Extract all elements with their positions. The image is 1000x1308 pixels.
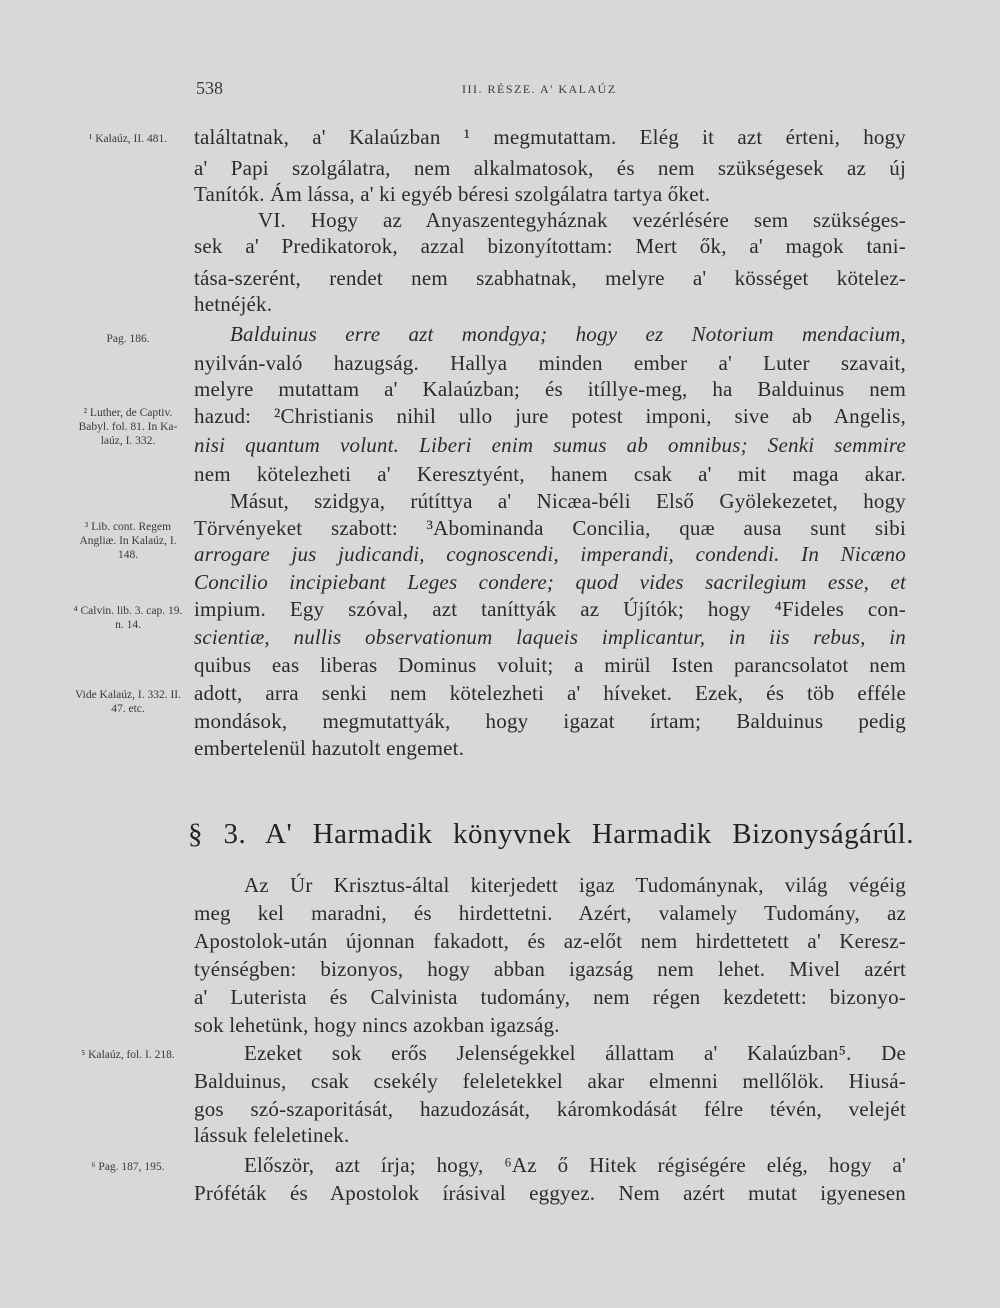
margin-note: ³ Lib. cont. Regem Angliæ. In Kalaúz, I. 148. bbox=[79, 521, 177, 561]
body-line: Először, azt írja; hogy, ⁶Az ő Hitek régiségére elég, hogy a' bbox=[244, 1153, 906, 1177]
margin-note: ² Luther, de Captiv. Babyl. fol. 81. In Ka- laúz, I. 332. bbox=[78, 407, 178, 447]
body-line: scientiæ, nullis observationum laqueis implicantur, in iis rebus, in bbox=[194, 625, 906, 649]
body-line: találtatnak, a' Kalaúzban ¹ megmutattam. Elég it azt érteni, hogy bbox=[194, 125, 906, 149]
margin-note: ⁶ Pag. 187, 195. bbox=[91, 1161, 165, 1173]
body-line: Tanítók. Ám lássa, a' ki egyéb béresi szolgálatra tartya őket. bbox=[194, 182, 711, 206]
margin-note: ⁴ Calvin. lib. 3. cap. 19. n. 14. bbox=[73, 605, 183, 631]
body-line: lássuk feleletinek. bbox=[194, 1123, 350, 1147]
section-heading: § 3. A' Harmadik könyvnek Harmadik Bizonyságárúl. bbox=[188, 818, 914, 850]
body-line: tása-szerént, rendet nem szabhatnak, melyre a' kösséget kötelez- bbox=[194, 266, 906, 290]
margin-note: Vide Kalaúz, I. 332. II. 47. etc. bbox=[75, 689, 181, 715]
body-line: mondások, megmutattyák, hogy igazat írtam; Balduinus pedig bbox=[194, 709, 906, 733]
body-line: sok lehetünk, hogy nincs azokban igazság. bbox=[194, 1013, 560, 1037]
body-line: Apostolok-után újonnan fakadott, és az-előt nem hirdettetett a' Keresz- bbox=[194, 929, 906, 953]
body-line: Próféták és Apostolok írásival eggyez. Nem azért mutat igyenesen bbox=[194, 1181, 906, 1205]
body-line: impium. Egy szóval, azt taníttyák az Újítók; hogy ⁴Fideles con- bbox=[194, 597, 906, 621]
body-line: VI. Hogy az Anyaszentegyháznak vezérlésére sem szükséges- bbox=[258, 208, 906, 232]
body-line: Balduinus, csak csekély feleletekkel akar elmenni mellőlök. Hiusá- bbox=[194, 1069, 906, 1093]
body-line: hazud: ²Christianis nihil ullo jure potest imponi, sive ab Angelis, bbox=[194, 404, 906, 428]
margin-note: ⁵ Kalaúz, fol. I. 218. bbox=[81, 1049, 175, 1061]
body-line: arrogare jus judicandi, cognoscendi, imperandi, condendi. In Nicæno bbox=[194, 542, 906, 566]
body-line: adott, arra senki nem kötelezheti a' híveket. Ezek, és töb efféle bbox=[194, 681, 906, 705]
margin-note: Pag. 186. bbox=[106, 333, 150, 345]
body-line: quibus eas liberas Dominus voluit; a mirül Isten parancsolatot nem bbox=[194, 653, 906, 677]
body-line: embertelenül hazutolt engemet. bbox=[194, 736, 465, 760]
body-line: tyénségben: bizonyos, hogy abban igazság nem lehet. Mivel azért bbox=[194, 957, 906, 981]
body-line: Másut, szidgya, rútíttya a' Nicæa-béli Első Gyölekezetet, hogy bbox=[230, 489, 906, 513]
margin-note: ¹ Kalaúz, II. 481. bbox=[88, 133, 168, 145]
body-line: Ezeket sok erős Jelenségekkel állattam a' Kalaúzban⁵. De bbox=[244, 1041, 906, 1065]
body-line: a' Luterista és Calvinista tudomány, nem régen kezdetett: bizonyo- bbox=[194, 985, 906, 1009]
running-title: III. RÉSZE. A' KALAÚZ bbox=[462, 82, 617, 96]
body-line: sek a' Predikatorok, azzal bizonyítottam: Mert ők, a' magok tani- bbox=[194, 234, 906, 258]
body-line: Balduinus erre azt mondgya; hogy ez Notorium mendacium, bbox=[230, 322, 906, 346]
body-line: Concilio incipiebant Leges condere; quod vides sacrilegium esse, et bbox=[194, 570, 906, 594]
body-line: nem kötelezheti a' Keresztyént, hanem csak a' mit maga akar. bbox=[194, 462, 906, 486]
page-header bbox=[0, 78, 1000, 102]
body-line: gos szó-szaporitását, hazudozását, káromkodását félre tévén, velejét bbox=[194, 1097, 906, 1121]
body-line: hetnéjék. bbox=[194, 292, 273, 316]
body-line: nyilván-való hazugság. Hallya minden ember a' Luter szavait, bbox=[194, 351, 906, 375]
body-line: meg kel maradni, és hirdettetni. Azért, valamely Tudomány, az bbox=[194, 901, 906, 925]
body-line: nisi quantum volunt. Liberi enim sumus ab omnibus; Senki semmire bbox=[194, 433, 906, 457]
body-line: melyre mutattam a' Kalaúzban; és itíllye-meg, ha Balduinus nem bbox=[194, 377, 906, 401]
page-number: 538 bbox=[196, 78, 223, 98]
body-line: Törvényeket szabott: ³Abominanda Concilia, quæ ausa sunt sibi bbox=[194, 516, 906, 540]
body-line: Az Úr Krisztus-által kiterjedett igaz Tudománynak, világ végéig bbox=[244, 873, 906, 897]
body-line: a' Papi szolgálatra, nem alkalmatosok, és nem szükségesek az új bbox=[194, 156, 906, 180]
